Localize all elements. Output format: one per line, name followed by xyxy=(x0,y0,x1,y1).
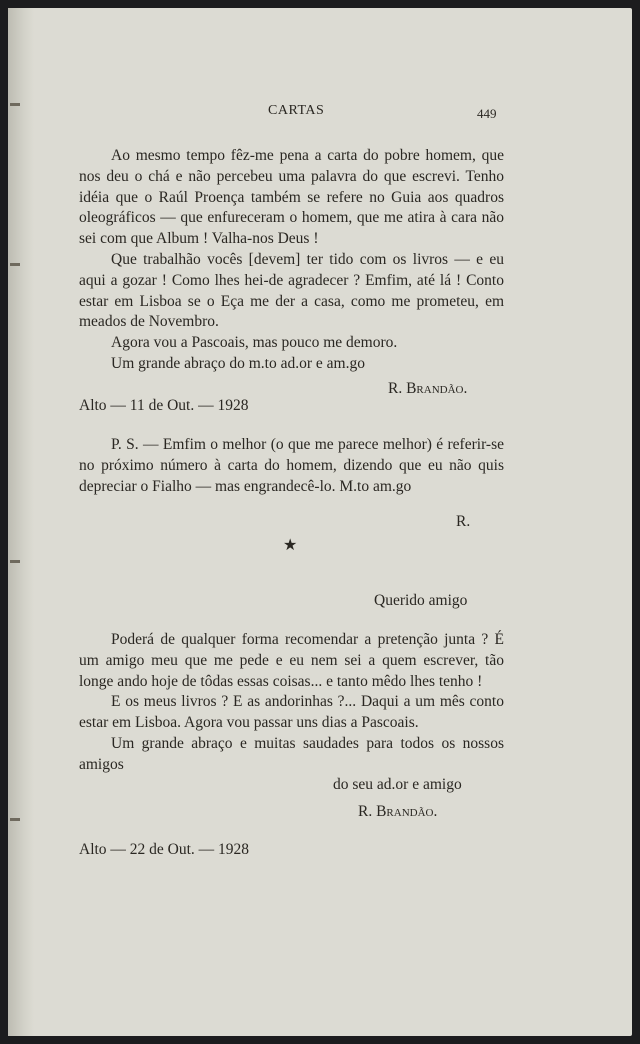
page-binding-edge xyxy=(8,8,34,1036)
binding-mark xyxy=(10,263,20,266)
letter-1-paragraph-2: Que trabalhão vocês [devem] ter tido com os livros — e eu aqui a gozar ! Como lhes hei-de agradecer ? Emfim, até lá ! Conto estar em Lisboa se o Eça me der a casa, como me prometeu, em meados de Novembro. xyxy=(79,250,504,331)
letter-2-signature: R. Brandão. xyxy=(358,803,438,820)
page-header xyxy=(0,103,640,123)
binding-mark xyxy=(10,560,20,563)
letter-1-date: Alto — 11 de Out. — 1928 xyxy=(79,397,249,414)
letter-2-paragraph-3: Um grande abraço e muitas saudades para todos os nossos amigos xyxy=(79,734,504,773)
letter-2-salutation: Querido amigo xyxy=(374,592,468,609)
letter-2-body xyxy=(79,630,504,776)
letter-1-signature: R. Brandão. xyxy=(388,380,468,397)
letter-2-date: Alto — 22 de Out. — 1928 xyxy=(79,841,250,858)
page-number: 449 xyxy=(477,106,497,121)
postscript-text: P. S. — Emfim o melhor (o que me parece melhor) é referir-se no próximo número à carta do homem, dizendo que eu não quis depreciar o Fialho — mas engrandecê-lo. M.to am.go xyxy=(79,436,504,495)
letter-1-body xyxy=(79,146,504,375)
running-head: CARTAS xyxy=(268,103,325,118)
binding-mark xyxy=(10,818,20,821)
letter-2-closing: do seu ad.or e amigo xyxy=(333,776,462,793)
section-separator-star: ★ xyxy=(283,537,298,554)
letter-1-closing: Um grande abraço do m.to ad.or e am.go xyxy=(111,354,365,372)
letter-2-paragraph-1: Poderá de qualquer forma recomendar a pretenção junta ? É um amigo meu que me pede e eu nem sei a quem escrever, tão longe ando hoje de tôdas essas coisas... e tanto mêdo lhes tenho ! xyxy=(79,631,504,690)
letter-2-paragraph-2: E os meus livros ? E as andorinhas ?... Daqui a um mês conto estar em Lisboa. Agora vou passar uns dias a Pascoais. xyxy=(79,693,504,732)
postscript xyxy=(79,435,504,497)
letter-1-paragraph-1: Ao mesmo tempo fêz-me pena a carta do pobre homem, que nos deu o chá e não percebeu uma palavra do que escrevi. Tenho idéia que o Raúl Proença também se refere no Guia aos quadros oleográficos — que enfureceram o homem, que me atira à cara não sei com que Album ! Valha-nos Deus ! xyxy=(79,147,504,248)
letter-1-paragraph-3: Agora vou a Pascoais, mas pouco me demoro. xyxy=(111,334,398,352)
postscript-signature: R. xyxy=(456,513,471,530)
